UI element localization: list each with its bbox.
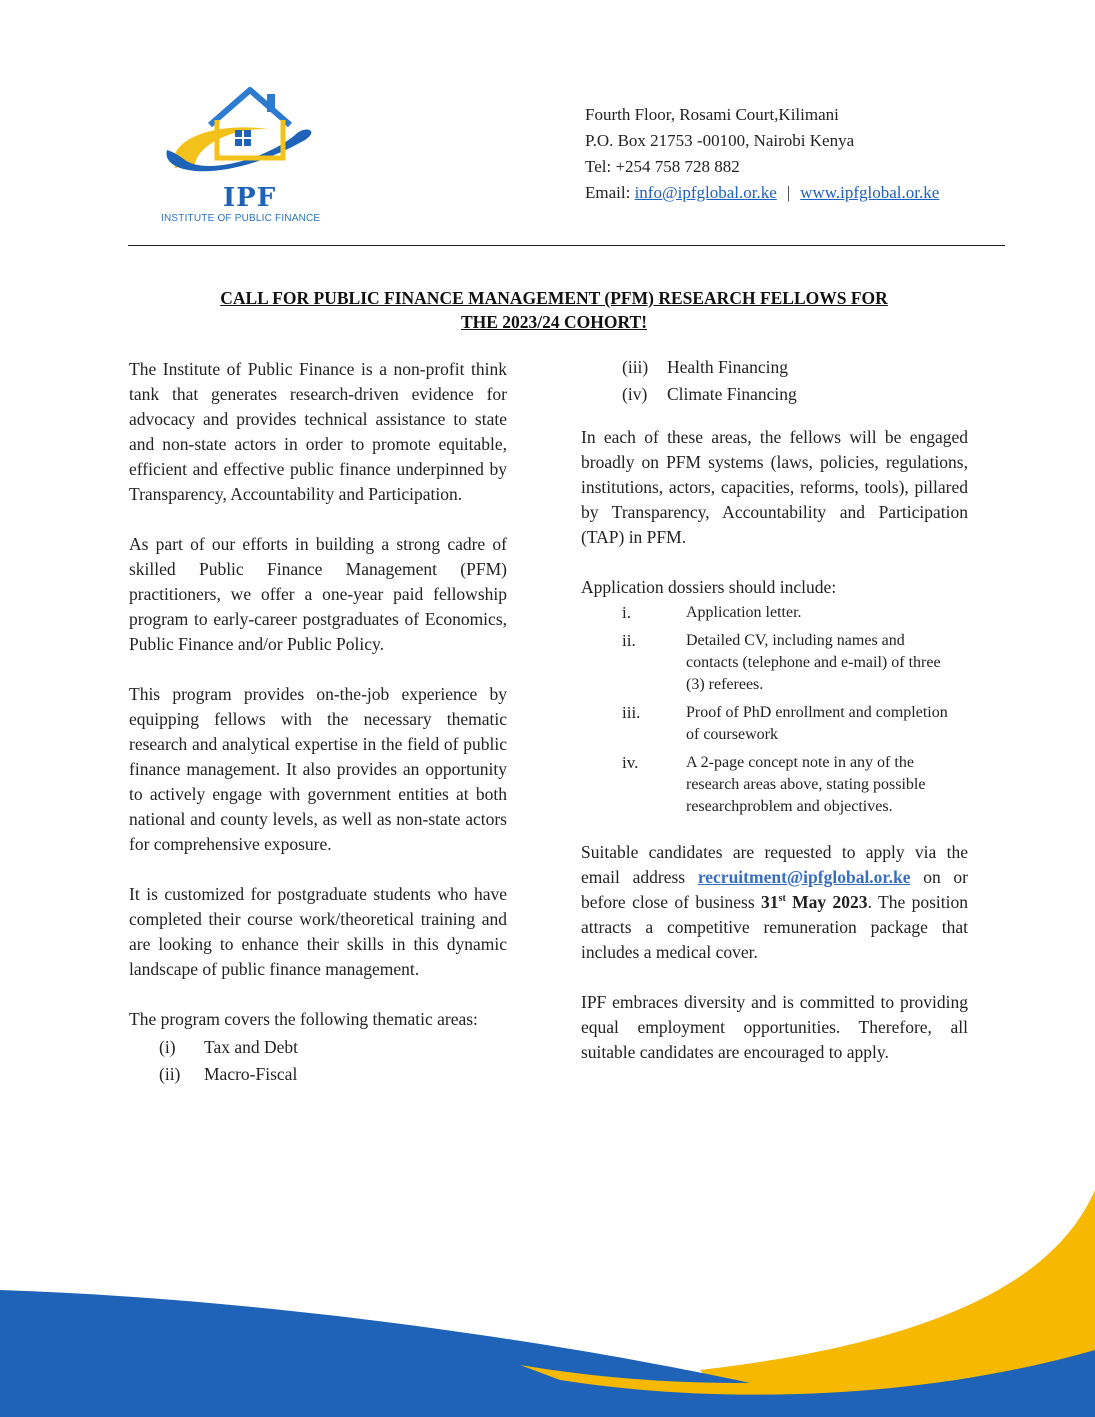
page-title xyxy=(128,286,980,334)
diversity-paragraph: IPF embraces diversity and is committed to providing equal employment opportunities. Therefore, all suitable candidates are encouraged to apply. xyxy=(581,992,968,1062)
list-item: (iii) Health Financing xyxy=(622,357,789,377)
list-item: (ii) Macro-Fiscal xyxy=(159,1064,298,1084)
dossier-list xyxy=(581,602,968,818)
left-column xyxy=(129,357,507,1106)
list-item: iii. Proof of PhD enrollment and completion of coursework xyxy=(622,703,948,743)
logo-full-name: INSTITUTE OF PUBLIC FINANCE xyxy=(161,213,321,224)
contact-block xyxy=(585,102,939,206)
program-paragraph: This program provides on-the-job experience by equipping fellows with the necessary thematic research and analytical expertise in the field of public finance management. It also provides an opportunity to actively engage with government entities at both national and county levels, as well as non-state actors for comprehensive exposure. xyxy=(129,684,507,854)
intro-paragraph: The Institute of Public Finance is a non-profit think tank that generates research-driven evidence for advocacy and provides technical assistance to state and non-state actors in order to promote equitable, efficient and effective public finance underpinned by Transparency, Accountability and Participation. xyxy=(129,359,507,504)
title-line-1: CALL FOR PUBLIC FINANCE MANAGEMENT (PFM) RESEARCH FELLOWS FOR xyxy=(220,288,888,308)
thematic-areas-list xyxy=(159,1034,507,1088)
engagement-paragraph: In each of these areas, the fellows will be engaged broadly on PFM systems (laws, policies, regulations, institutions, actors, capacities, reforms, tools), pillared by Transparency, Accountability and Participation (TAP) in PFM. xyxy=(581,427,968,547)
contact-separator: | xyxy=(786,183,791,202)
footer-wave-decoration xyxy=(0,1190,1095,1417)
address-line-2: P.O. Box 21753 -00100, Nairobi Kenya xyxy=(585,131,855,150)
dossier-intro: Application dossiers should include: xyxy=(581,577,837,597)
address-line-1: Fourth Floor, Rosami Court,Kilimani xyxy=(585,105,839,124)
right-column xyxy=(581,354,968,1090)
telephone: Tel: +254 758 728 882 xyxy=(585,157,740,176)
recruitment-email-link[interactable]: recruitment@ipfglobal.or.ke xyxy=(697,867,911,887)
list-item: iv. A 2-page concept note in any of the research areas above, stating possible researchproblem and objectives. xyxy=(622,753,926,815)
house-logo-icon xyxy=(155,80,335,190)
email-line xyxy=(585,180,939,206)
list-item: (i) Tax and Debt xyxy=(159,1037,299,1057)
fellowship-paragraph: As part of our efforts in building a strong cadre of skilled Public Finance Management (PFM) practitioners, we offer a one-year paid fellowship program to early-career postgraduates of Economics, Public Finance and/or Public Policy. xyxy=(129,534,507,654)
title-line-2: THE 2023/24 COHORT! xyxy=(460,312,648,332)
list-item: i. Application letter. xyxy=(622,603,802,622)
deadline: 31st May 2023 xyxy=(761,892,868,912)
application-paragraph: Suitable candidates are requested to apply via the email address recruitment@ipfglobal.or.ke on or before close of business 31st May 2023. The position attracts a competitive remuneration package that includes a medical cover. xyxy=(581,842,968,962)
logo-acronym: IPF xyxy=(223,183,277,213)
thematic-intro: The program covers the following thematic areas: xyxy=(129,1009,478,1029)
eligibility-paragraph: It is customized for postgraduate students who have completed their course work/theoretical training and are looking to enhance their skills in this dynamic landscape of public finance management. xyxy=(129,884,507,979)
website-link[interactable]: www.ipfglobal.or.ke xyxy=(800,183,940,202)
ipf-logo xyxy=(155,80,335,230)
header-divider xyxy=(128,245,1005,246)
list-item: (iv) Climate Financing xyxy=(622,384,797,404)
thematic-areas-list-continued xyxy=(622,354,968,408)
email-link[interactable]: info@ipfglobal.or.ke xyxy=(634,183,777,202)
email-label: Email: xyxy=(585,183,635,202)
list-item: ii. Detailed CV, including names and contacts (telephone and e-mail) of three (3) referees. xyxy=(622,631,941,693)
